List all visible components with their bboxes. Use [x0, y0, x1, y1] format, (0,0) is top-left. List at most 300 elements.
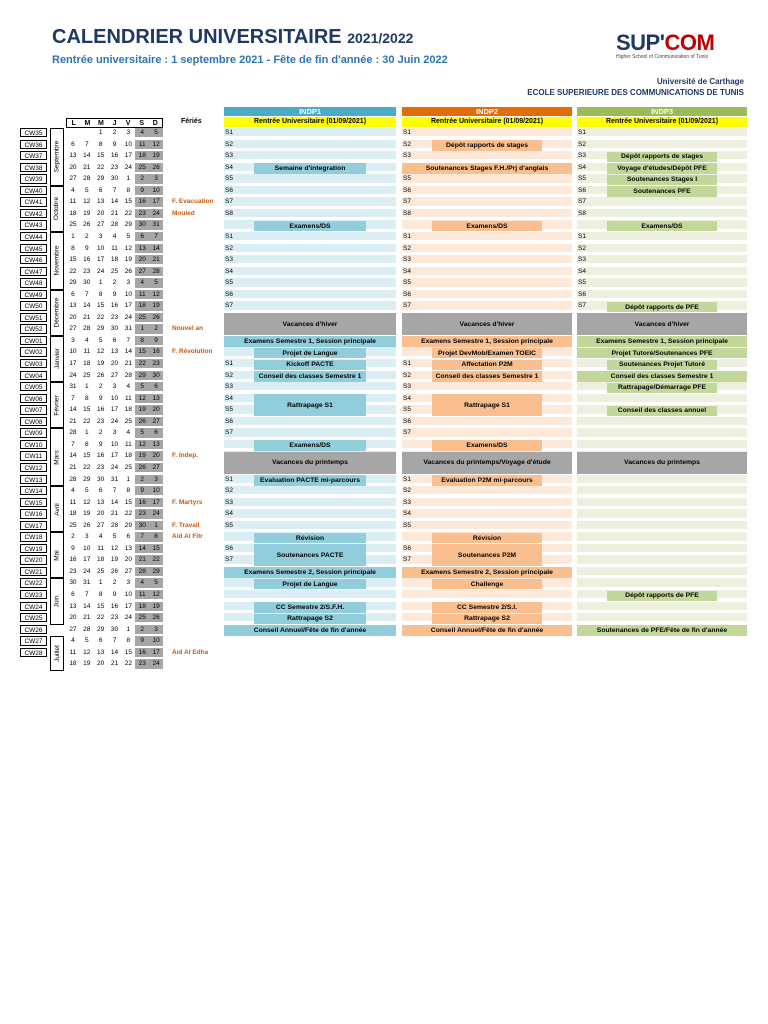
schedule-event: Examens/DS — [432, 221, 542, 232]
calendar-day: 31 — [124, 325, 132, 333]
calendar-day: 4 — [135, 278, 149, 287]
calendar-day: 7 — [84, 591, 89, 598]
month-name: Avril — [53, 502, 61, 516]
program-week-row — [577, 602, 747, 611]
calendar-day: 26 — [124, 267, 132, 275]
calendar-day: 7 — [71, 394, 75, 402]
calendar-day: 7 — [126, 336, 131, 344]
calendar-day: 29 — [97, 175, 105, 183]
schedule-event: Conseil Annuel/Fête de fin d'année — [224, 625, 396, 636]
month-label — [50, 486, 64, 532]
calendar-day: 26 — [149, 313, 163, 322]
calendar-day: 16 — [97, 406, 105, 414]
week-days-row — [66, 486, 163, 495]
calendar-day: 14 — [124, 348, 132, 356]
schedule-event: CC Semestre 2/S.I. — [432, 602, 542, 613]
calendar-day: 3 — [112, 383, 117, 391]
calendar-day: 1 — [71, 232, 75, 240]
week-number: CW43 — [20, 220, 47, 229]
calendar-day: 13 — [69, 152, 77, 160]
month-label — [50, 232, 64, 290]
program-week-row — [402, 151, 572, 160]
schedule-event: Soutenances PACTE — [254, 544, 366, 566]
week-number: CW23 — [20, 590, 47, 599]
week-days-row — [66, 128, 163, 137]
calendar-day: 25 — [124, 463, 132, 471]
calendar-day: 5 — [84, 637, 89, 645]
document-subtitle: Rentrée universitaire : 1 septembre 2021 - Fête de fin d'année : 30 Juin 2022 — [52, 54, 448, 66]
semester-week-label: S4 — [225, 163, 233, 171]
rentree-banner: Rentrée Universitaire (01/09/2021) — [224, 117, 396, 127]
schedule-event: Projet DevMob/Examen TOEIC — [432, 348, 542, 359]
week-days-row — [66, 255, 163, 264]
calendar-day: 16 — [110, 602, 119, 610]
calendar-day: 14 — [149, 244, 163, 253]
calendar-day: 27 — [69, 175, 77, 183]
calendar-day: 1 — [149, 521, 163, 530]
calendar-day: 8 — [126, 186, 131, 194]
calendar-day: 8 — [98, 140, 103, 148]
calendar-day: 15 — [135, 347, 149, 356]
calendar-day: 16 — [97, 452, 105, 460]
calendar-day: 16 — [69, 556, 77, 564]
schedule-event: Conseil des classes Semestre 1 — [577, 371, 747, 382]
calendar-day: 9 — [71, 544, 75, 552]
program-week-row — [402, 509, 572, 518]
calendar-day: 23 — [97, 417, 105, 425]
calendar-day: 20 — [69, 614, 77, 622]
calendar-day: 17 — [110, 406, 119, 414]
day-header: L — [71, 120, 76, 127]
calendar-day: 24 — [149, 659, 163, 668]
program-week-row — [224, 498, 396, 507]
calendar-day: 29 — [135, 371, 149, 380]
week-days-row — [66, 440, 163, 449]
week-days-row — [66, 405, 163, 414]
semester-week-label: S7 — [578, 198, 586, 206]
calendar-day: 18 — [69, 660, 77, 668]
week-number: CW02 — [20, 347, 47, 356]
semester-week-label: S6 — [578, 290, 586, 298]
calendar-day: 12 — [83, 198, 91, 206]
calendar-day: 20 — [97, 209, 105, 217]
program-week-row — [224, 417, 396, 426]
calendar-day — [66, 128, 80, 137]
week-days-row — [66, 174, 163, 183]
calendar-day: 9 — [112, 140, 117, 148]
semester-week-label: S1 — [578, 232, 586, 240]
calendar-day: 30 — [110, 625, 119, 633]
week-number: CW44 — [20, 232, 47, 241]
day-header: V — [125, 120, 131, 127]
calendar-day: 15 — [124, 498, 132, 506]
program-week-row — [224, 521, 396, 530]
semester-week-label: S4 — [403, 267, 411, 275]
calendar-day: 12 — [83, 498, 91, 506]
semester-week-label: S2 — [403, 140, 411, 148]
schedule-event: Vacances du printemps — [577, 452, 747, 474]
calendar-day: 24 — [69, 371, 77, 379]
calendar-day: 2 — [71, 533, 75, 541]
week-number: CW09 — [20, 428, 47, 437]
calendar-day: 25 — [110, 267, 119, 275]
semester-week-label: S7 — [403, 198, 411, 206]
semester-week-label: S2 — [225, 371, 233, 379]
calendar-day: 11 — [124, 394, 132, 402]
program-week-row — [577, 613, 747, 622]
week-days-row — [66, 209, 163, 218]
month-name: Février — [53, 395, 61, 416]
calendar-day: 6 — [98, 637, 103, 645]
week-number: CW16 — [20, 509, 47, 518]
calendar-day: 1 — [98, 279, 103, 287]
logo-tagline: Higher School of Communication of Tunis — [616, 54, 708, 60]
week-days-row — [66, 475, 163, 484]
calendar-day: 10 — [110, 394, 119, 402]
calendar-day: 12 — [124, 244, 132, 252]
program-week-row — [577, 394, 747, 403]
calendar-day: 15 — [149, 544, 163, 553]
calendar-day: 5 — [126, 232, 131, 240]
calendar-day: 30 — [110, 325, 119, 333]
calendar-day: 31 — [69, 383, 77, 391]
calendar-day: 25 — [135, 163, 149, 172]
schedule-event: Conseil des classes Semestre 1 — [432, 371, 542, 382]
semester-week-label: S5 — [403, 406, 411, 414]
week-number: CW25 — [20, 613, 47, 622]
calendar-day: 6 — [149, 382, 163, 391]
calendar-day: 23 — [135, 659, 149, 668]
calendar-day: 26 — [149, 613, 163, 622]
calendar-day: 22 — [124, 510, 132, 518]
calendar-day: 16 — [135, 197, 149, 206]
calendar-day: 25 — [69, 521, 77, 529]
week-number: CW22 — [20, 578, 47, 587]
calendar-day: 21 — [69, 463, 77, 471]
week-number: CW07 — [20, 405, 47, 414]
program-week-row — [224, 128, 396, 137]
calendar-day: 21 — [135, 555, 149, 564]
week-number: CW17 — [20, 521, 47, 530]
calendar-day: 27 — [124, 567, 132, 575]
calendar-day: 29 — [124, 521, 132, 529]
logo-com: COM — [664, 30, 715, 55]
rentree-banner: Rentrée Universitaire (01/09/2021) — [577, 117, 747, 127]
calendar-day: 21 — [149, 255, 163, 264]
calendar-day: 13 — [124, 544, 132, 552]
calendar-day: 7 — [149, 232, 163, 241]
week-number: CW10 — [20, 440, 47, 449]
calendar-day: 27 — [69, 325, 77, 333]
schedule-event: Vacances du printemps/Voyage d'étude — [402, 452, 572, 474]
month-label — [50, 336, 64, 382]
schedule-event: Soutenances Stages F.H./Prj d'anglais — [402, 163, 572, 174]
calendar-day: 10 — [124, 591, 132, 598]
calendar-day: 17 — [149, 648, 163, 657]
calendar-day: 3 — [126, 279, 131, 287]
week-days-row — [66, 301, 163, 310]
month-name: Juillet — [53, 645, 61, 662]
schedule-event: Rattrapage/Démarrage PFE — [607, 383, 717, 394]
week-days-row — [66, 220, 163, 229]
semester-week-label: S1 — [403, 232, 411, 240]
program-header: INDP3 — [577, 107, 747, 116]
calendar-day: 30 — [69, 579, 77, 587]
calendar-day: 12 — [149, 290, 163, 299]
week-number: CW05 — [20, 382, 47, 391]
calendar-day: 26 — [83, 521, 91, 529]
week-number: CW52 — [20, 324, 47, 333]
calendar-day: 30 — [149, 371, 163, 380]
calendar-day: 6 — [126, 533, 131, 541]
schedule-event: Examens/DS — [607, 221, 717, 232]
semester-week-label: S5 — [403, 279, 411, 287]
calendar-day: 7 — [112, 637, 117, 645]
calendar-day: 21 — [110, 660, 119, 668]
schedule-event: Challenge — [432, 579, 542, 590]
calendar-day: 5 — [112, 533, 117, 541]
calendar-day: 22 — [149, 555, 163, 564]
week-days-row — [66, 197, 163, 206]
schedule-event: Kickoff PACTE — [254, 360, 366, 371]
program-week-row — [577, 417, 747, 426]
calendar-day: 3 — [149, 174, 163, 183]
calendar-day: 24 — [97, 267, 105, 275]
calendar-day: 5 — [84, 487, 89, 495]
month-label — [50, 290, 64, 336]
calendar-day: 23 — [135, 509, 149, 518]
semester-week-label: S5 — [403, 521, 411, 529]
week-days-row — [66, 659, 163, 668]
calendar-day: 8 — [149, 532, 163, 541]
week-number: CW39 — [20, 174, 47, 183]
program-week-row — [577, 197, 747, 206]
schedule-event: Soutenances P2M — [432, 544, 542, 566]
program-week-row — [224, 174, 396, 183]
calendar-day: 2 — [98, 383, 103, 391]
program-week-row — [577, 509, 747, 518]
week-days-row — [66, 244, 163, 253]
calendar-day: 6 — [149, 428, 163, 437]
calendar-day: 29 — [97, 325, 105, 333]
semester-week-label: S3 — [578, 152, 586, 160]
calendar-day: 21 — [69, 417, 77, 425]
calendar-day: 25 — [124, 417, 132, 425]
program-week-row — [577, 532, 747, 541]
calendar-day: 27 — [149, 463, 163, 472]
calendar-day: 14 — [69, 452, 77, 460]
calendar-day: 8 — [84, 440, 89, 448]
calendar-day: 13 — [97, 198, 105, 206]
calendar-day: 24 — [83, 567, 91, 575]
semester-week-label: S4 — [578, 163, 586, 171]
calendar-day: 29 — [69, 279, 77, 287]
calendar-day: 14 — [83, 302, 91, 310]
day-header: M — [84, 120, 91, 127]
calendar-day: 15 — [124, 648, 132, 656]
calendar-day: 8 — [126, 487, 131, 495]
calendar-day: 23 — [97, 463, 105, 471]
calendar-day: 12 — [97, 348, 105, 356]
semester-week-label: S7 — [225, 198, 233, 206]
semester-week-label: S3 — [578, 256, 586, 264]
calendar-day: 23 — [110, 614, 119, 622]
program-week-row — [402, 128, 572, 137]
month-label — [50, 382, 64, 428]
calendar-day: 28 — [135, 567, 149, 576]
calendar-day: 14 — [110, 498, 119, 506]
calendar-day: 24 — [149, 209, 163, 218]
calendar-day: 13 — [149, 440, 163, 449]
calendar-day: 4 — [98, 533, 103, 541]
semester-week-label: S8 — [225, 209, 233, 217]
calendar-day: 10 — [69, 348, 77, 356]
calendar-day: 2 — [135, 475, 149, 484]
calendar-day: 16 — [135, 498, 149, 507]
calendar-day: 10 — [110, 440, 119, 448]
calendar-day: 3 — [126, 129, 131, 136]
semester-week-label: S1 — [403, 360, 411, 367]
week-days-row — [66, 267, 163, 276]
week-days-row — [66, 359, 163, 368]
school-name: ECOLE SUPERIEURE DES COMMUNICATIONS DE TUNIS — [527, 88, 744, 97]
calendar-day: 6 — [135, 232, 149, 241]
university-name: Université de Carthage — [656, 77, 744, 86]
calendar-day: 28 — [110, 221, 119, 229]
week-days-row — [66, 151, 163, 160]
week-days-row — [66, 382, 163, 391]
calendar-day: 16 — [110, 302, 119, 310]
semester-week-label: S1 — [578, 129, 586, 136]
schedule-event: Rattrapage S2 — [254, 614, 366, 625]
semester-week-label: S3 — [225, 256, 233, 264]
calendar-day: 21 — [124, 360, 132, 367]
calendar-day: 11 — [69, 648, 77, 656]
calendar-day: 22 — [124, 660, 132, 668]
semester-week-label: S3 — [403, 152, 411, 160]
week-days-row — [66, 278, 163, 287]
holiday-label: Aid Al Fitr — [172, 533, 203, 541]
semester-week-label: S4 — [403, 394, 411, 402]
semester-week-label: S6 — [403, 290, 411, 298]
calendar-day: 18 — [135, 301, 149, 310]
program-week-row — [224, 244, 396, 253]
calendar-day: 29 — [149, 567, 163, 576]
calendar-day: 11 — [135, 140, 149, 149]
program-week-row — [577, 140, 747, 149]
calendar-day: 17 — [69, 360, 77, 367]
semester-week-label: S2 — [403, 244, 411, 252]
week-number: CW21 — [20, 567, 47, 576]
program-week-row — [402, 382, 572, 391]
calendar-day: 21 — [83, 614, 91, 622]
calendar-day: 18 — [124, 406, 132, 414]
calendar-day: 31 — [83, 579, 91, 587]
calendar-day: 27 — [97, 521, 105, 529]
calendar-day: 6 — [71, 290, 75, 298]
calendar-day: 7 — [112, 186, 117, 194]
semester-week-label: S2 — [578, 244, 586, 252]
calendar-day: 27 — [149, 417, 163, 426]
calendar-day: 19 — [124, 256, 132, 264]
calendar-day: 15 — [97, 602, 105, 610]
calendar-day: 4 — [71, 186, 75, 194]
week-number: CW48 — [20, 278, 47, 287]
calendar-day: 6 — [71, 140, 75, 148]
semester-week-label: S2 — [578, 140, 586, 148]
semester-week-label: S1 — [225, 232, 233, 240]
week-number: CW41 — [20, 197, 47, 206]
calendar-day: 7 — [112, 487, 117, 495]
program-week-row — [224, 278, 396, 287]
schedule-event: Evaluation PACTE mi-parcours — [254, 475, 366, 486]
semester-week-label: S5 — [225, 521, 233, 529]
program-week-row — [577, 244, 747, 253]
schedule-event: Examens Semestre 1, Session principale — [402, 336, 572, 347]
calendar-day: 5 — [149, 278, 163, 287]
calendar-day: 24 — [124, 313, 132, 321]
calendar-day: 2 — [135, 174, 149, 183]
document-title — [52, 26, 413, 49]
calendar-day: 5 — [98, 336, 103, 344]
calendar-day: 6 — [71, 591, 75, 598]
schedule-event: Examens/DS — [432, 440, 542, 451]
semester-week-label: S7 — [403, 556, 411, 564]
month-name: Janvier — [53, 348, 61, 370]
calendar-day: 9 — [149, 336, 163, 345]
calendar-day: 2 — [112, 129, 117, 136]
semester-week-label: S7 — [225, 302, 233, 310]
calendar-day: 21 — [110, 510, 119, 518]
calendar-day: 10 — [83, 544, 91, 552]
calendar-day: 2 — [135, 625, 149, 634]
program-week-row — [402, 244, 572, 253]
calendar-day: 24 — [124, 163, 132, 171]
program-week-row — [224, 382, 396, 391]
calendar-day: 19 — [83, 510, 91, 518]
program-week-row — [577, 267, 747, 276]
calendar-day: 12 — [135, 440, 149, 449]
calendar-day: 8 — [126, 637, 131, 645]
holiday-label: Nouvel an — [172, 325, 204, 333]
calendar-day: 26 — [135, 463, 149, 472]
week-days-row — [66, 324, 163, 333]
month-name: Octobre — [53, 197, 61, 221]
calendar-day: 2 — [112, 579, 117, 587]
calendar-day: 4 — [135, 578, 149, 587]
schedule-event: Soutenances Projet Tutoré — [607, 360, 717, 371]
program-week-row — [402, 498, 572, 507]
schedule-event: Soutenances de PFE/Fête de fin d'année — [577, 625, 747, 636]
supcom-logo — [616, 32, 714, 60]
calendar-day: 4 — [135, 128, 149, 137]
calendar-day: 25 — [135, 613, 149, 622]
calendar-day: 23 — [135, 209, 149, 218]
calendar-day: 4 — [71, 637, 75, 645]
week-days-row — [66, 140, 163, 149]
schedule-event: Rattrapage S1 — [254, 394, 366, 416]
calendar-day: 9 — [112, 591, 117, 598]
semester-week-label: S3 — [225, 383, 233, 391]
calendar-day: 12 — [135, 394, 149, 403]
week-days-row — [66, 417, 163, 426]
calendar-day: 18 — [135, 151, 149, 160]
calendar-day: 9 — [84, 244, 89, 252]
program-week-row — [402, 278, 572, 287]
month-label — [50, 186, 64, 232]
semester-week-label: S2 — [225, 487, 233, 495]
semester-week-label: S6 — [225, 290, 233, 298]
